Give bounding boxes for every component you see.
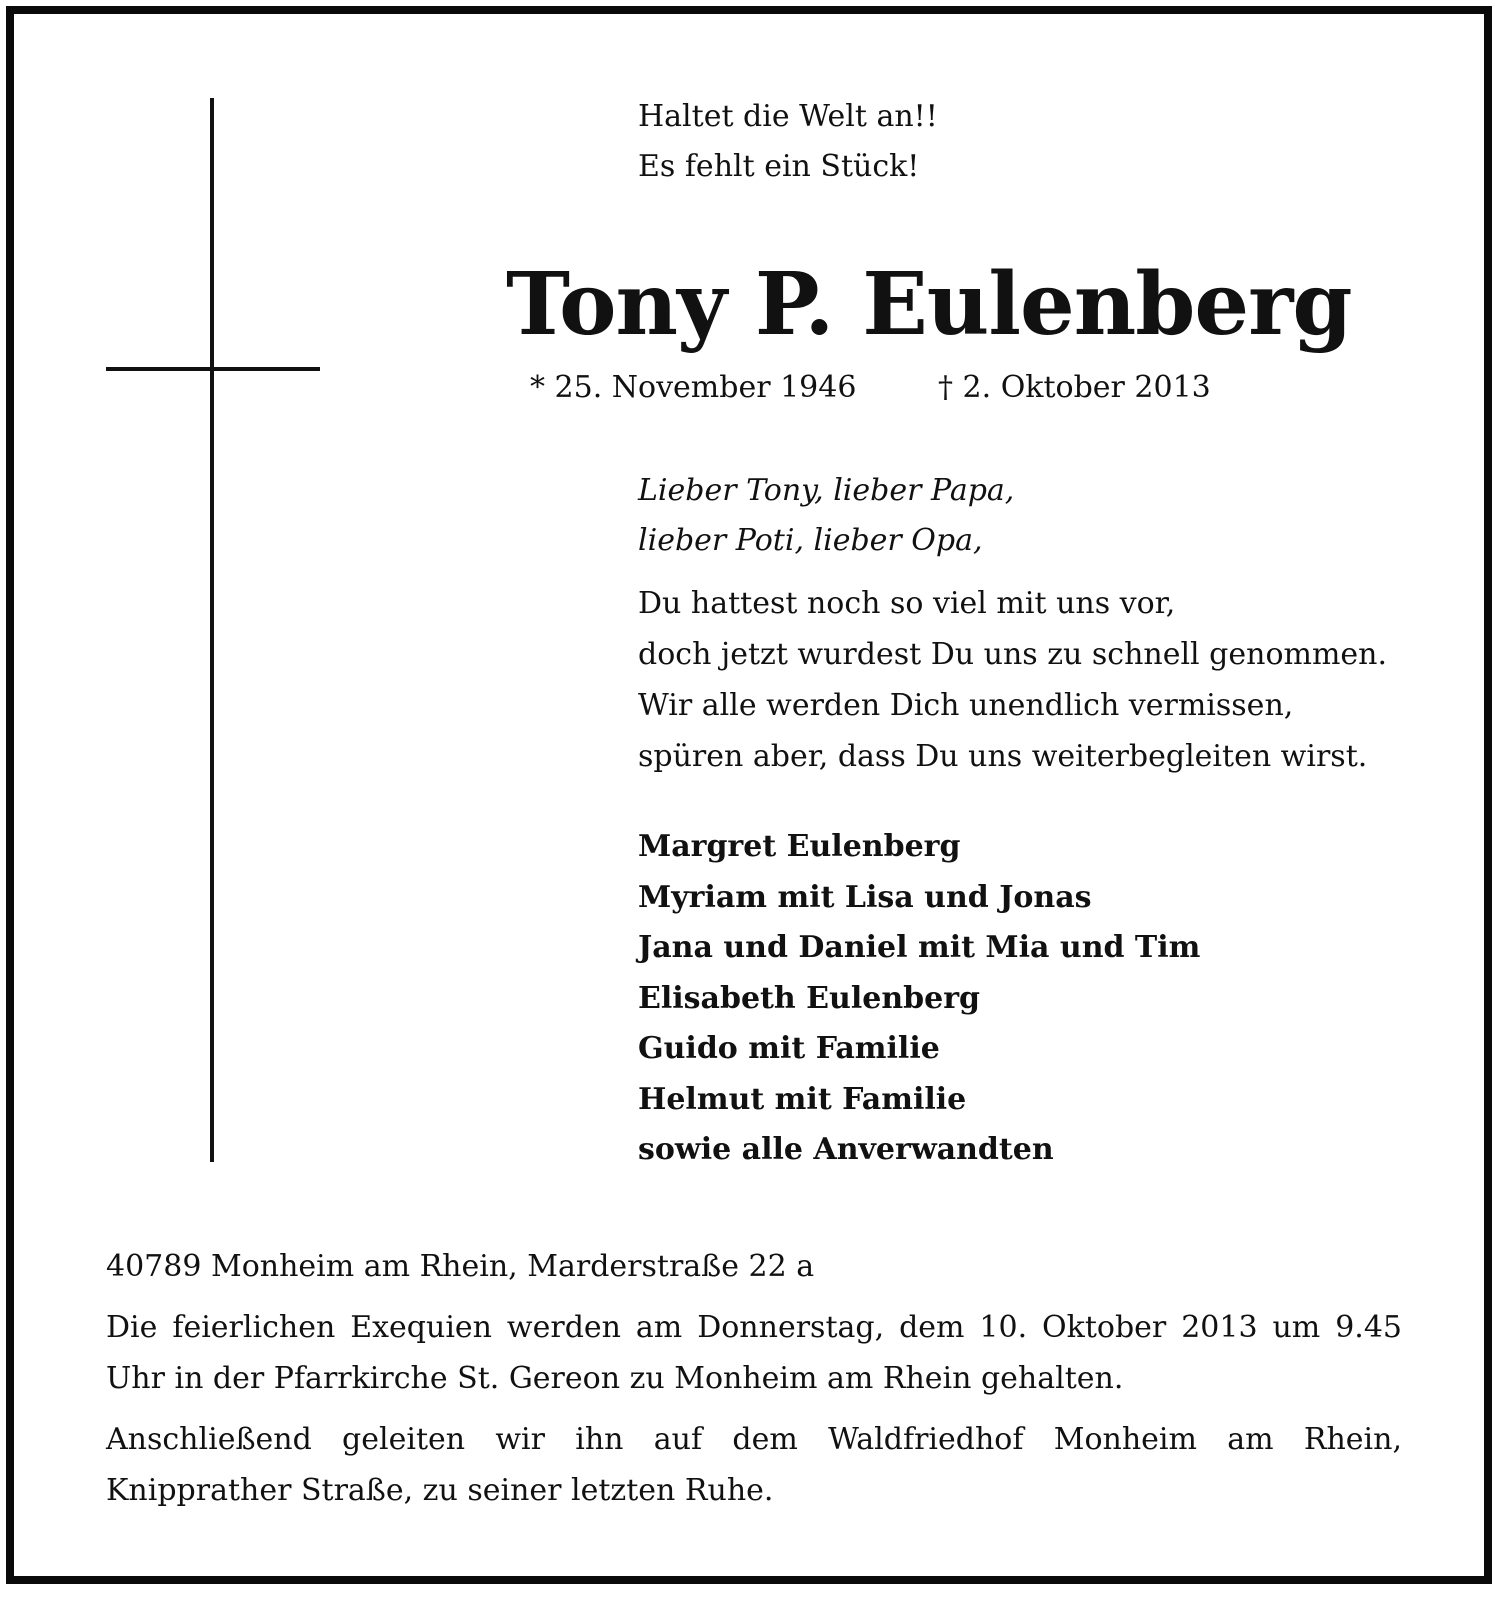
mourner: sowie alle Anverwandten — [638, 1132, 1054, 1167]
poem-line: Wir alle werden Dich unendlich vermissen, — [638, 688, 1294, 723]
poem-line: Du hattest noch so viel mit uns vor, — [638, 586, 1176, 621]
mourner: Elisabeth Eulenberg — [638, 980, 980, 1016]
personal-address — [638, 466, 1014, 566]
motto — [638, 92, 938, 192]
residence-address: 40789 Monheim am Rhein, Marderstraße 22 a — [106, 1249, 815, 1284]
mourner: Helmut mit Familie — [638, 1081, 967, 1117]
poem-line: doch jetzt wurdest Du uns zu schnell genommen. — [638, 637, 1388, 672]
mourners-list — [638, 822, 1200, 1176]
address-line: lieber Poti, lieber Opa, — [638, 523, 983, 558]
mourner: Jana und Daniel mit Mia und Tim — [638, 930, 1201, 965]
motto-line: Es fehlt ein Stück! — [638, 149, 920, 184]
death-date: † 2. Oktober 2013 — [938, 370, 1211, 405]
deceased-name: Tony P. Eulenberg — [506, 254, 1352, 355]
poem — [638, 578, 1387, 782]
mourner: Guido mit Familie — [638, 1031, 940, 1066]
service-details: Die feierlichen Exequien werden am Donnerstag, dem 10. Oktober 2013 um 9.45 Uhr in der Pfarrkirche St. Gereon zu Monheim am Rhein gehalten. — [106, 1310, 1402, 1396]
cross-vertical-bar — [210, 98, 214, 1162]
motto-line: Haltet die Welt an!! — [638, 99, 938, 134]
birth-date: * 25. November 1946 — [530, 370, 857, 405]
mourner: Myriam mit Lisa und Jonas — [638, 879, 1092, 915]
burial-details: Anschließend geleiten wir ihn auf dem Waldfriedhof Monheim am Rhein, Knipprather Straße, zu seiner letzten Ruhe. — [106, 1422, 1402, 1508]
address-line: Lieber Tony, lieber Papa, — [638, 473, 1015, 508]
mourner: Margret Eulenberg — [638, 829, 961, 864]
cross-horizontal-bar — [106, 367, 320, 371]
poem-line: spüren aber, dass Du uns weiterbegleiten wirst. — [638, 739, 1368, 774]
